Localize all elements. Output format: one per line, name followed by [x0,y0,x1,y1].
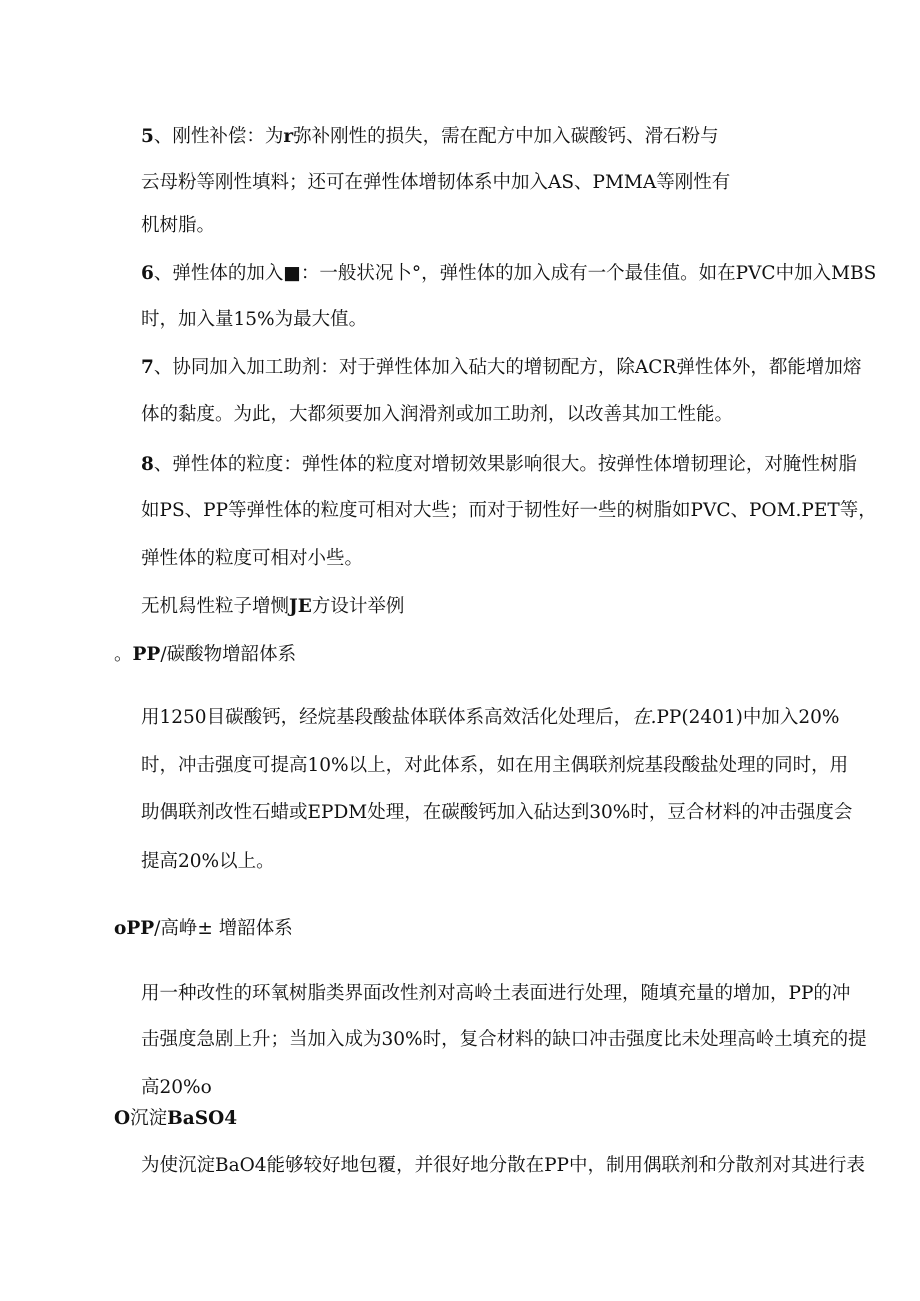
para5-line1-tail: 弥补刚性的损失，需在配方中加入碳酸钙、滑石粉与 [293,126,719,147]
para5-line1-r: r [283,126,294,147]
para8-line2: 如PS、PP等弹性体的粒度可相对大些；而对于韧性好一些的树脂如PVC、POM.PET等， [141,500,877,521]
para6-line1 [141,261,876,287]
section-caco3-title-text: /碳酸物增韶体系 [160,644,297,665]
para5-line1-text: 、刚性补偿：为 [153,126,284,147]
heading-example-bold: JE [289,596,312,617]
para5-line2: 云母粉等刚性填料；还可在弹性体增韧体系中加入AS、PMMA等刚性有 [141,172,731,193]
caco3-line2: 时，冲击强度可提高10%以上，对此体系，如在用主偶联剂烷基段酸盐处理的同时，用 [141,755,849,776]
section-baso4-o: O [114,1108,131,1129]
kaolin-line3: 高20%o [141,1077,212,1098]
para5-line1 [141,124,719,150]
para7-line2: 体的黏度。为此，大都须要加入润滑剂或加工助剂，以改善其加工性能。 [141,404,734,425]
section-caco3-bullet: 。 [114,644,133,665]
caco3-line3: 助偶联剂改性石蜡或EPDM处理，在碳酸钙加入砧达到30%时，豆合材料的冲击强度会 [141,802,853,823]
para8-line3: 弹性体的粒度可相对小些。 [141,548,364,569]
caco3-line1-pre: 用1250目碳酸钙，经烷基段酸盐体联体系高效活化处理后， [141,707,633,728]
para7-number: 7 [141,357,154,378]
para6-line1-text: 、弹性体的加入■：一般状况卜°，弹性体的加入成有一个最佳值。如在PVC中加入MBS [153,263,877,284]
para7-line1 [141,355,861,381]
heading-example [141,594,404,620]
section-caco3-title [114,642,296,668]
heading-example-post: 方设计举例 [311,596,405,617]
caco3-line1-italic: 在. [632,707,657,728]
kaolin-line1: 用一种改性的环氧树脂类界面改性剂对高岭土表面进行处理，随填充量的增加，PP的冲 [141,983,851,1004]
section-kaolin-title [114,916,293,942]
para6-number: 6 [141,263,154,284]
caco3-line1-post: PP(2401)中加入20% [656,707,840,728]
para8-line1-text: 、弹性体的粒度：弹性体的粒度对增韧效果影响很大。按弹性体增韧理论，对腌性树脂 [153,454,857,475]
section-kaolin-bold: oPP [114,918,155,939]
para8-line1 [141,452,857,478]
section-kaolin-title-text: /高峥± 增韶体系 [154,918,293,939]
baso4-line1: 为使沉淀BaO4能够较好地包覆，并很好地分散在PP中，制用偶联剂和分散剂对其进行表 [141,1155,865,1176]
section-baso4-mid: 沉淀 [130,1108,168,1129]
heading-example-pre: 无机舄性粒子增恻 [141,596,290,617]
section-baso4-title [114,1106,237,1132]
para5-number: 5 [141,126,154,147]
kaolin-line2: 击强度急剧上升；当加入成为30%时，复合材料的缺口冲击强度比未处理高岭土填充的提 [141,1029,867,1050]
para8-number: 8 [141,454,154,475]
section-caco3-bold: PP [132,644,161,665]
para7-line1-text: 、协同加入加工助剂：对于弹性体加入砧大的增韧配方，除ACR弹性体外，都能增加熔 [153,357,862,378]
para6-line2: 时，加入量15%为最大值。 [141,309,368,330]
para5-line3: 机树脂。 [141,215,216,236]
caco3-line1 [141,705,840,731]
section-baso4-bold: BaSO4 [167,1108,238,1129]
caco3-line4: 提高20%以上。 [141,851,275,872]
